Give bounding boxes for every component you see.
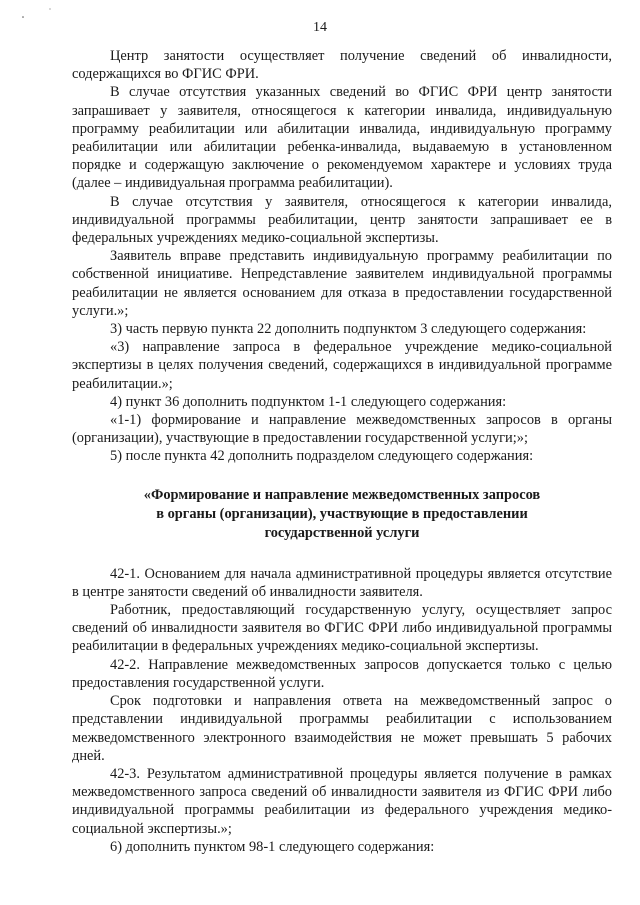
paragraph: В случае отсутствия указанных сведений во ФГИС ФРИ центр занятости запрашивает у заявителя, относящегося к категории инвалида, индивидуальную программу реабилитации или абилитации инвалида, индивидуальную программу реабилитации или абилитации ребенка-инвалида, выдаваемую в установленном порядке и содержащую заключение о рекомендуемом характере и условиях труда (далее – индивидуальная программа реабилитации). <box>72 84 612 192</box>
paragraph: 3) часть первую пункта 22 дополнить подпунктом 3 следующего содержания: <box>110 321 587 338</box>
document-body <box>72 47 612 856</box>
heading-line: государственной услуги <box>264 524 420 541</box>
paragraph: 6) дополнить пунктом 98-1 следующего содержания: <box>110 838 435 855</box>
paragraph: 42-2. Направление межведомственных запросов допускается только с целью предоставления государственной услуги. <box>72 656 612 691</box>
paragraph: «3) направление запроса в федеральное учреждение медико-социальной экспертизы в целях получения сведений, содержащихся в индивидуальной программе реабилитации.»; <box>72 339 612 392</box>
paragraph: 5) после пункта 42 дополнить подразделом следующего содержания: <box>110 448 534 465</box>
paragraph: 42-1. Основанием для начала административной процедуры является отсутствие в центре занятости сведений об инвалидности заявителя. <box>72 565 612 600</box>
paragraph: Заявитель вправе представить индивидуальную программу реабилитации по собственной инициативе. Непредставление заявителем индивидуальной программы реабилитации не является основанием для отказа в предоставлении государственной услуги.»; <box>72 248 612 319</box>
paragraph: Центр занятости осуществляет получение сведений об инвалидности, содержащихся во ФГИС ФРИ. <box>72 48 612 83</box>
section-heading <box>72 486 612 543</box>
paragraph: 42-3. Результатом административной процедуры является получение в рамках межведомственного запроса сведений об инвалидности заявителя из ФГИС ФРИ либо индивидуальной программы реабилитации из федерального учреждения медико-социальной экспертизы.»; <box>72 765 612 837</box>
paragraph: В случае отсутствия у заявителя, относящегося к категории инвалида, индивидуальной программы реабилитации, центр занятости запрашивает ее в федеральных учреждениях медико-социальной экспертизы. <box>72 193 612 247</box>
paragraph: «1-1) формирование и направление межведомственных запросов в органы (организации), участвующие в предоставлении государственной услуги;»; <box>72 412 612 447</box>
paragraph: Работник, предоставляющий государственную услугу, осуществляет запрос сведений об инвалидности заявителя во ФГИС ФРИ либо индивидуальной программы реабилитации в федеральных учреждениях медико-социальной экспертизы. <box>72 602 612 655</box>
heading-line: «Формирование и направление межведомственных запросов <box>143 486 541 503</box>
paragraph: Срок подготовки и направления ответа на межведомственный запрос о представлении индивидуальной программы реабилитации с использованием межведомственного электронного взаимодействия не может превышать 5 рабочих дней. <box>72 693 612 764</box>
paragraph: 4) пункт 36 дополнить подпунктом 1-1 следующего содержания: <box>110 393 507 410</box>
heading-line: в органы (организации), участвующие в предоставлении <box>156 505 528 522</box>
page-number: 14 <box>313 20 327 35</box>
